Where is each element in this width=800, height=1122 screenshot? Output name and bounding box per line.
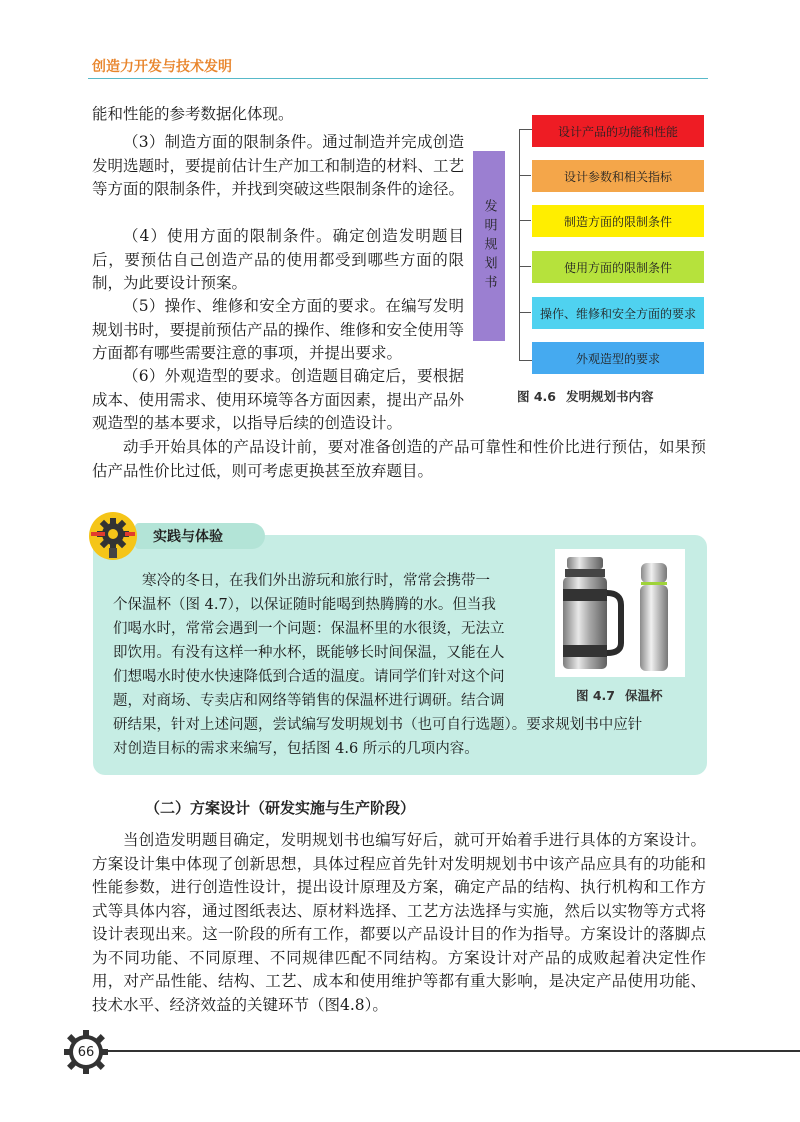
figure-title: 发明规划书内容 — [566, 389, 654, 404]
section-paragraph: 当创造发明题目确定，发明规划书也编写好后，就可开始着手进行具体的方案设计。方案设计集中体现了创新思想，具体过程应首先针对发明规划书中该产品应具有的功能和性能参数，进行创造性设计，提出设计原理及方案，确定产品的结构、执行机构和工作方式等具体内容，通过图纸表达、原材料选择、工艺方法选择与实施，然后以实物等方式将设计表现出来。这一阶段的所有工作，都要以产品设计目的作为指导。方案设计的落脚点为不同功能、不同原理、不同规律匹配不同结构。方案设计对产品的成败起着决定性作用，对产品性能、结构、工艺、成本和使用维护等都有重大影响，是决定产品使用功能、技术水平、经济效益的关键环节（图4.8）。 — [92, 831, 706, 1014]
header-divider — [88, 78, 708, 79]
figure-4-7-caption — [576, 686, 663, 704]
practice-line: 们想喝水时使水快速降低到合适的温度。请同学们针对这个问 — [113, 669, 505, 685]
plan-box-4: 使用方面的限制条件 — [532, 251, 704, 283]
plan-root-label: 发明规划书 — [473, 151, 505, 341]
page-number: 66 — [77, 1044, 95, 1060]
section-heading: （二）方案设计（研发实施与生产阶段） — [145, 799, 416, 817]
practice-line: 研结果，针对上述问题，尝试编写发明规划书（也可自行选题）。要求规划书中应针 — [113, 717, 643, 733]
gear-icon — [87, 510, 139, 562]
condition-5: （5）操作、维修和安全方面的要求。在编写发明规划书时，要提前预估产品的操作、维修和安全使用等方面都有哪些需要注意的事项，并提出要求。 — [92, 297, 465, 362]
intro-fragment: 能和性能的参考数据化体现。 — [92, 105, 294, 123]
bracket-tick — [519, 312, 531, 313]
bracket-tick — [519, 220, 531, 221]
figure-number: 图 4.7 — [576, 688, 615, 703]
practice-line: 对创造目标的需求来编写，包括图 4.6 所示的几项内容。 — [113, 741, 479, 757]
plan-box-1: 设计产品的功能和性能 — [532, 115, 704, 147]
practice-title: 实践与体验 — [135, 523, 265, 549]
plan-box-5: 操作、维修和安全方面的要求 — [532, 297, 704, 329]
figure-bracket — [519, 129, 532, 361]
practice-line: 即饮用。有没有这样一种水杯，既能够长时间保温，又能在人 — [113, 645, 505, 661]
practice-line: 个保温杯（图 4.7），以保证随时能喝到热腾腾的水。但当我 — [113, 597, 496, 613]
plan-box-2: 设计参数和相关指标 — [532, 160, 704, 192]
practice-line: 寒冷的冬日，在我们外出游玩和旅行时，常常会携带一 — [142, 573, 490, 589]
figure-title: 保温杯 — [625, 688, 663, 703]
condition-4: （4）使用方面的限制条件。确定创造发明题目后，要预估自己创造产品的使用都受到哪些方面的限制，为此要设计预案。 — [92, 227, 464, 292]
condition-3: （3）制造方面的限制条件。通过制造并完成创造发明选题时，要提前估计生产加工和制造的材料、工艺等方面的限制条件，并找到突破这些限制条件的途径。 — [92, 133, 465, 198]
figure-number: 图 4.6 — [517, 389, 556, 404]
bracket-tick — [519, 175, 531, 176]
condition-6: （6）外观造型的要求。创造题目确定后，要根据成本、使用需求、使用环境等各方面因素，提出产品外观造型的基本要求，以指导后续的创造设计。 — [92, 367, 465, 432]
thermos-photo — [555, 549, 685, 677]
plan-box-6: 外观造型的要求 — [532, 342, 704, 374]
plan-box-3: 制造方面的限制条件 — [532, 205, 704, 237]
running-header: 创造力开发与技术发明 — [92, 59, 232, 75]
summary-paragraph: 动手开始具体的产品设计前，要对准备创造的产品可靠性和性价比进行预估，如果预估产品性价比过低，则可考虑更换甚至放弃题目。 — [92, 438, 706, 480]
footer-divider — [108, 1050, 800, 1052]
bracket-tick — [519, 266, 531, 267]
figure-4-6-caption — [517, 387, 654, 405]
practice-line: 题，对商场、专卖店和网络等销售的保温杯进行调研。结合调 — [113, 693, 505, 709]
practice-line: 们喝水时，常常会遇到一个问题：保温杯里的水很烫，无法立 — [113, 621, 505, 637]
